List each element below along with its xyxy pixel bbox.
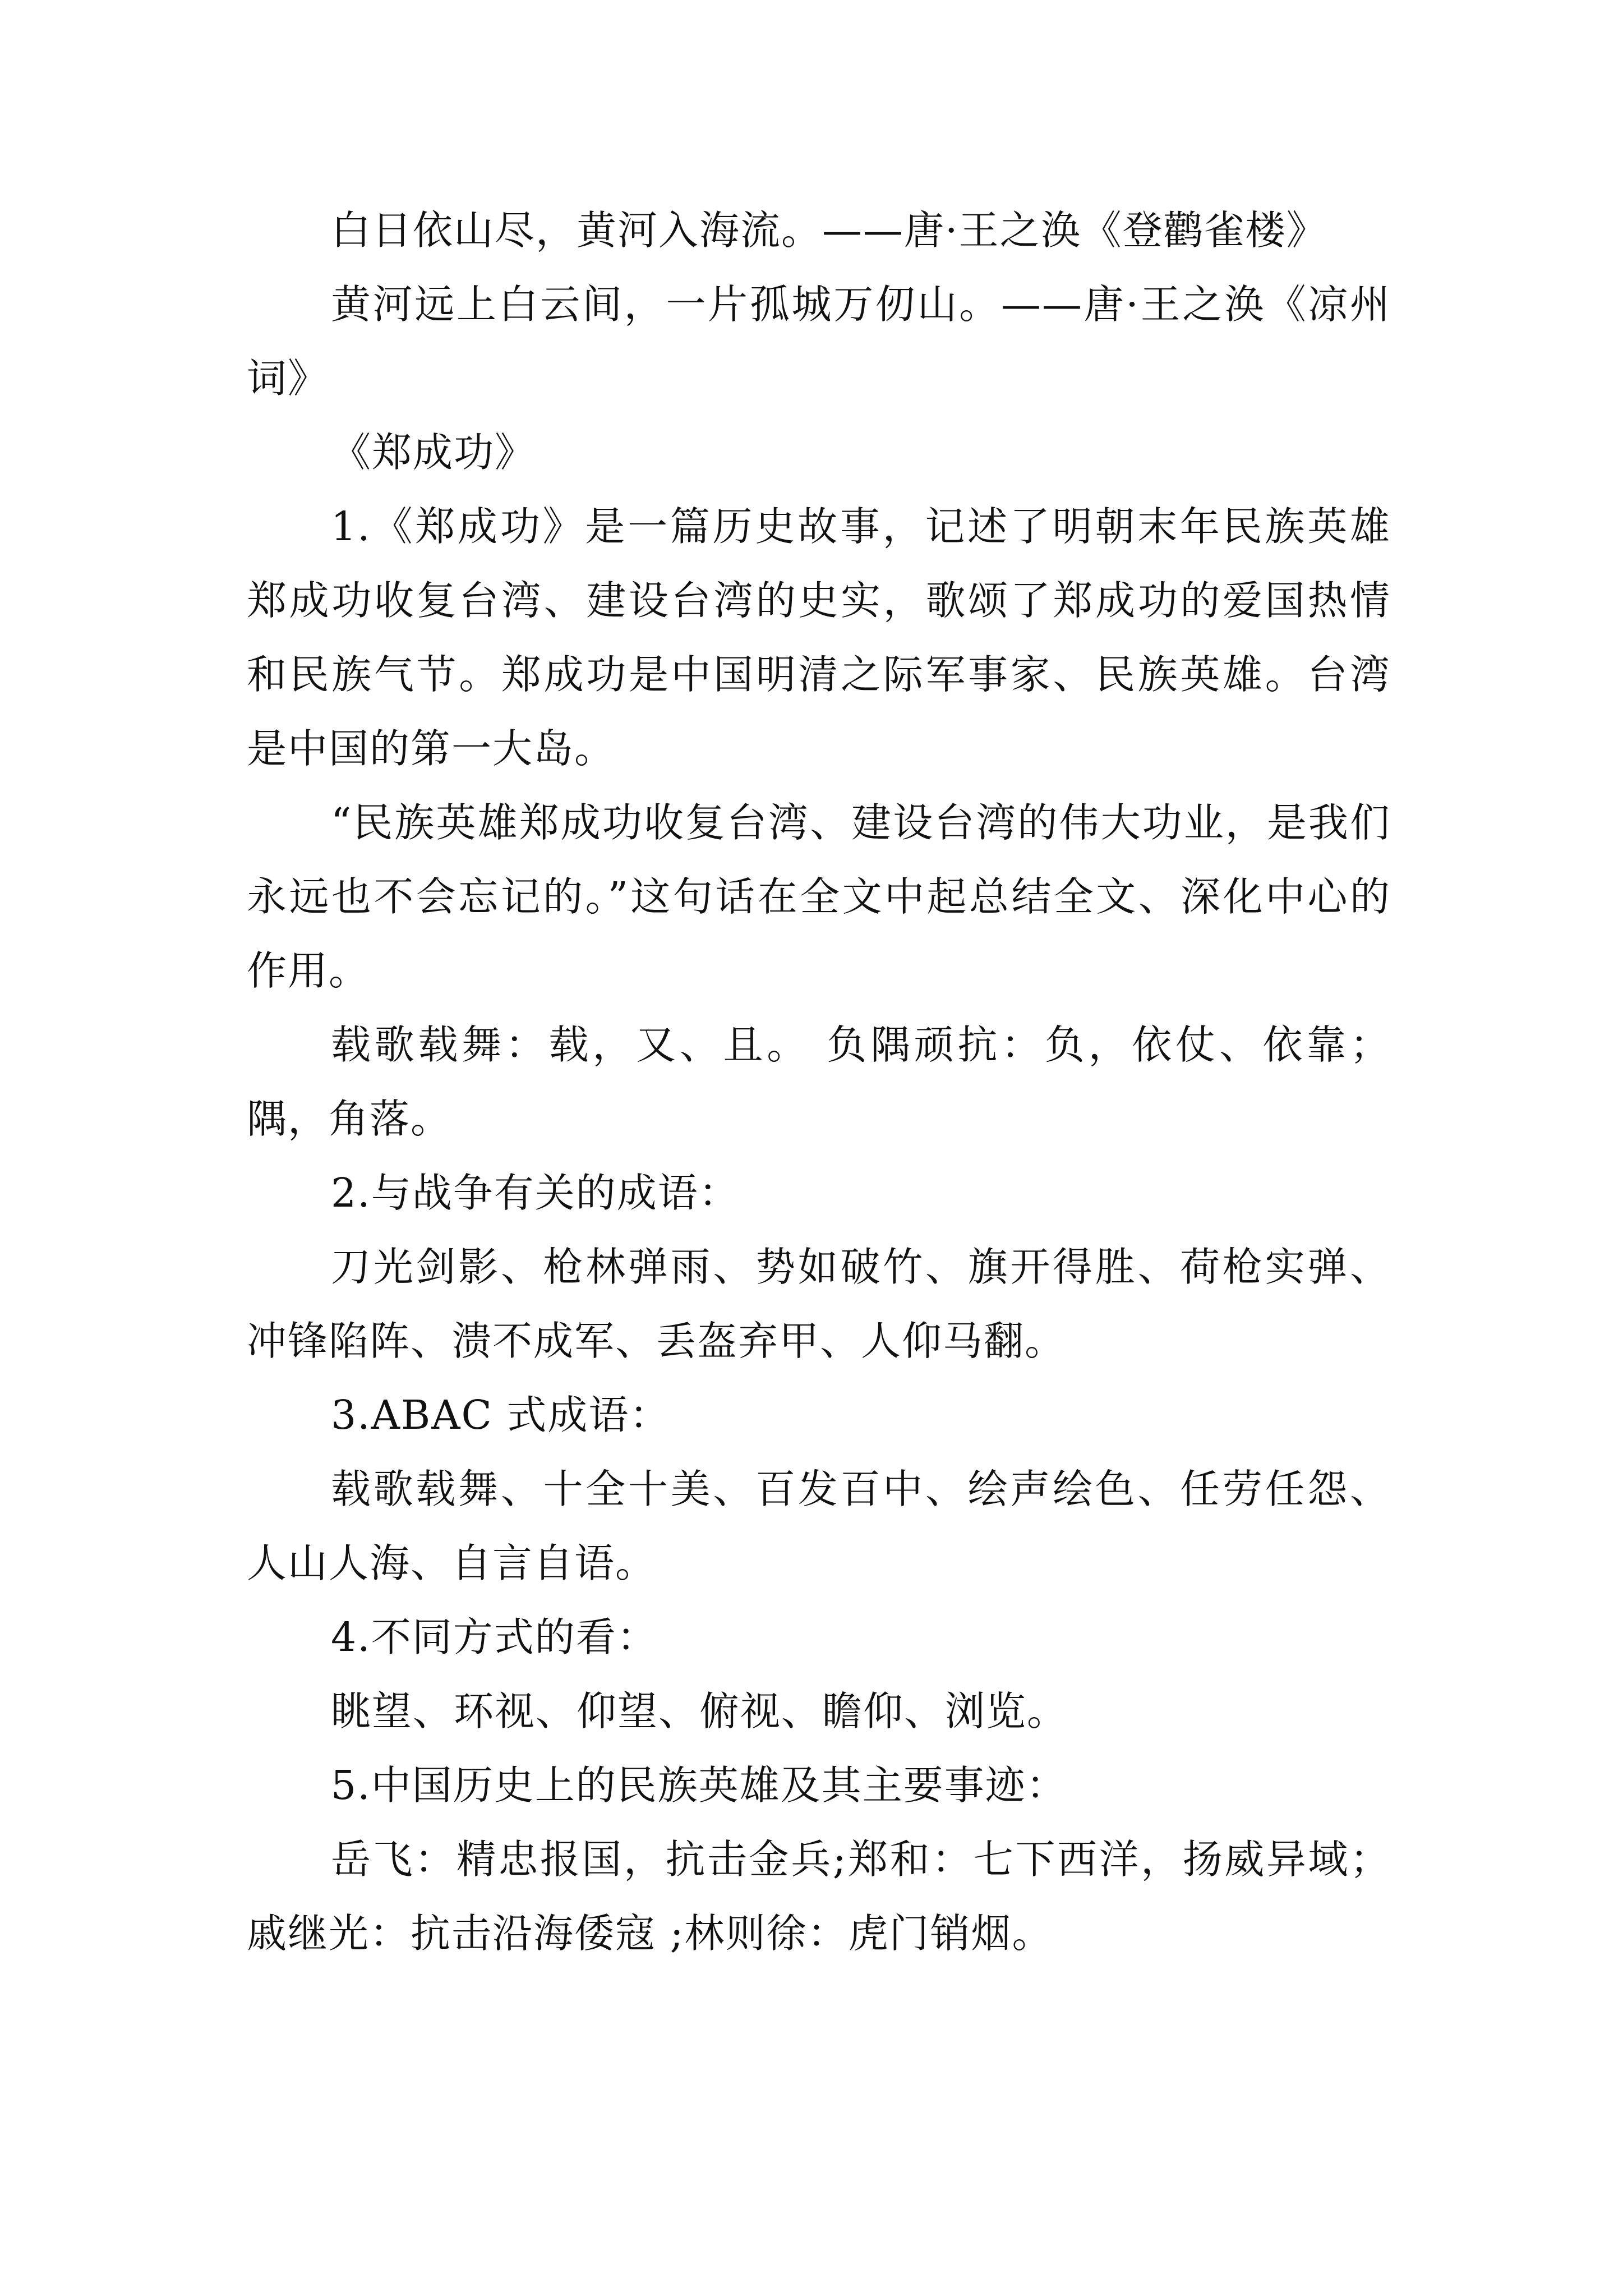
list-ways-of-looking: 眺望、环视、仰望、俯视、瞻仰、浏览。 bbox=[331, 1688, 1068, 1734]
paragraph-quote: “民族英雄郑成功收复台湾、建设台湾的伟大功业，是我们永远也不会忘记的。”这句话在全文中起总结全文、深化中心的作用。 bbox=[247, 799, 1391, 994]
poem-line-dengquelou: 白日依山尽，黄河入海流。——唐·王之涣《登鹳雀楼》 bbox=[331, 207, 1327, 254]
list-war-idioms: 刀光剑影、枪林弹雨、势如破竹、旗开得胜、荷枪实弹、冲锋陷阵、溃不成军、丢盔弃甲、人仰马翻。 bbox=[247, 1244, 1391, 1364]
poem-line-liangzhouci: 黄河远上白云间，一片孤城万仞山。——唐·王之涣《凉州词》 bbox=[247, 281, 1391, 402]
paragraph-word-meanings: 载歌载舞：载，又、且。 负隅顽抗：负，依仗、依靠；隅，角落。 bbox=[247, 1022, 1391, 1142]
list-abac-idioms: 载歌载舞、十全十美、百发百中、绘声绘色、任劳任怨、人山人海、自言自语。 bbox=[247, 1466, 1391, 1586]
list-national-heroes: 岳飞：精忠报国，抗击金兵;郑和：七下西洋，扬威异域；戚继光：抗击沿海倭寇 ;林则徐：虎门销烟。 bbox=[247, 1836, 1391, 1957]
heading-war-idioms: 2.与战争有关的成语： bbox=[331, 1170, 740, 1216]
section-title-zheng-chenggong: 《郑成功》 bbox=[331, 429, 536, 476]
heading-national-heroes: 5.中国历史上的民族英雄及其主要事迹： bbox=[331, 1762, 1067, 1809]
paragraph-summary: 1.《郑成功》是一篇历史故事，记述了明朝末年民族英雄郑成功收复台湾、建设台湾的史实，歌颂了郑成功的爱国热情和民族气节。郑成功是中国明清之际军事家、民族英雄。台湾是中国的第一大岛。 bbox=[247, 503, 1391, 772]
heading-abac-idioms: 3.ABAC 式成语： bbox=[331, 1392, 671, 1438]
heading-ways-of-looking: 4.不同方式的看： bbox=[331, 1614, 658, 1660]
document-body bbox=[247, 194, 1391, 1971]
